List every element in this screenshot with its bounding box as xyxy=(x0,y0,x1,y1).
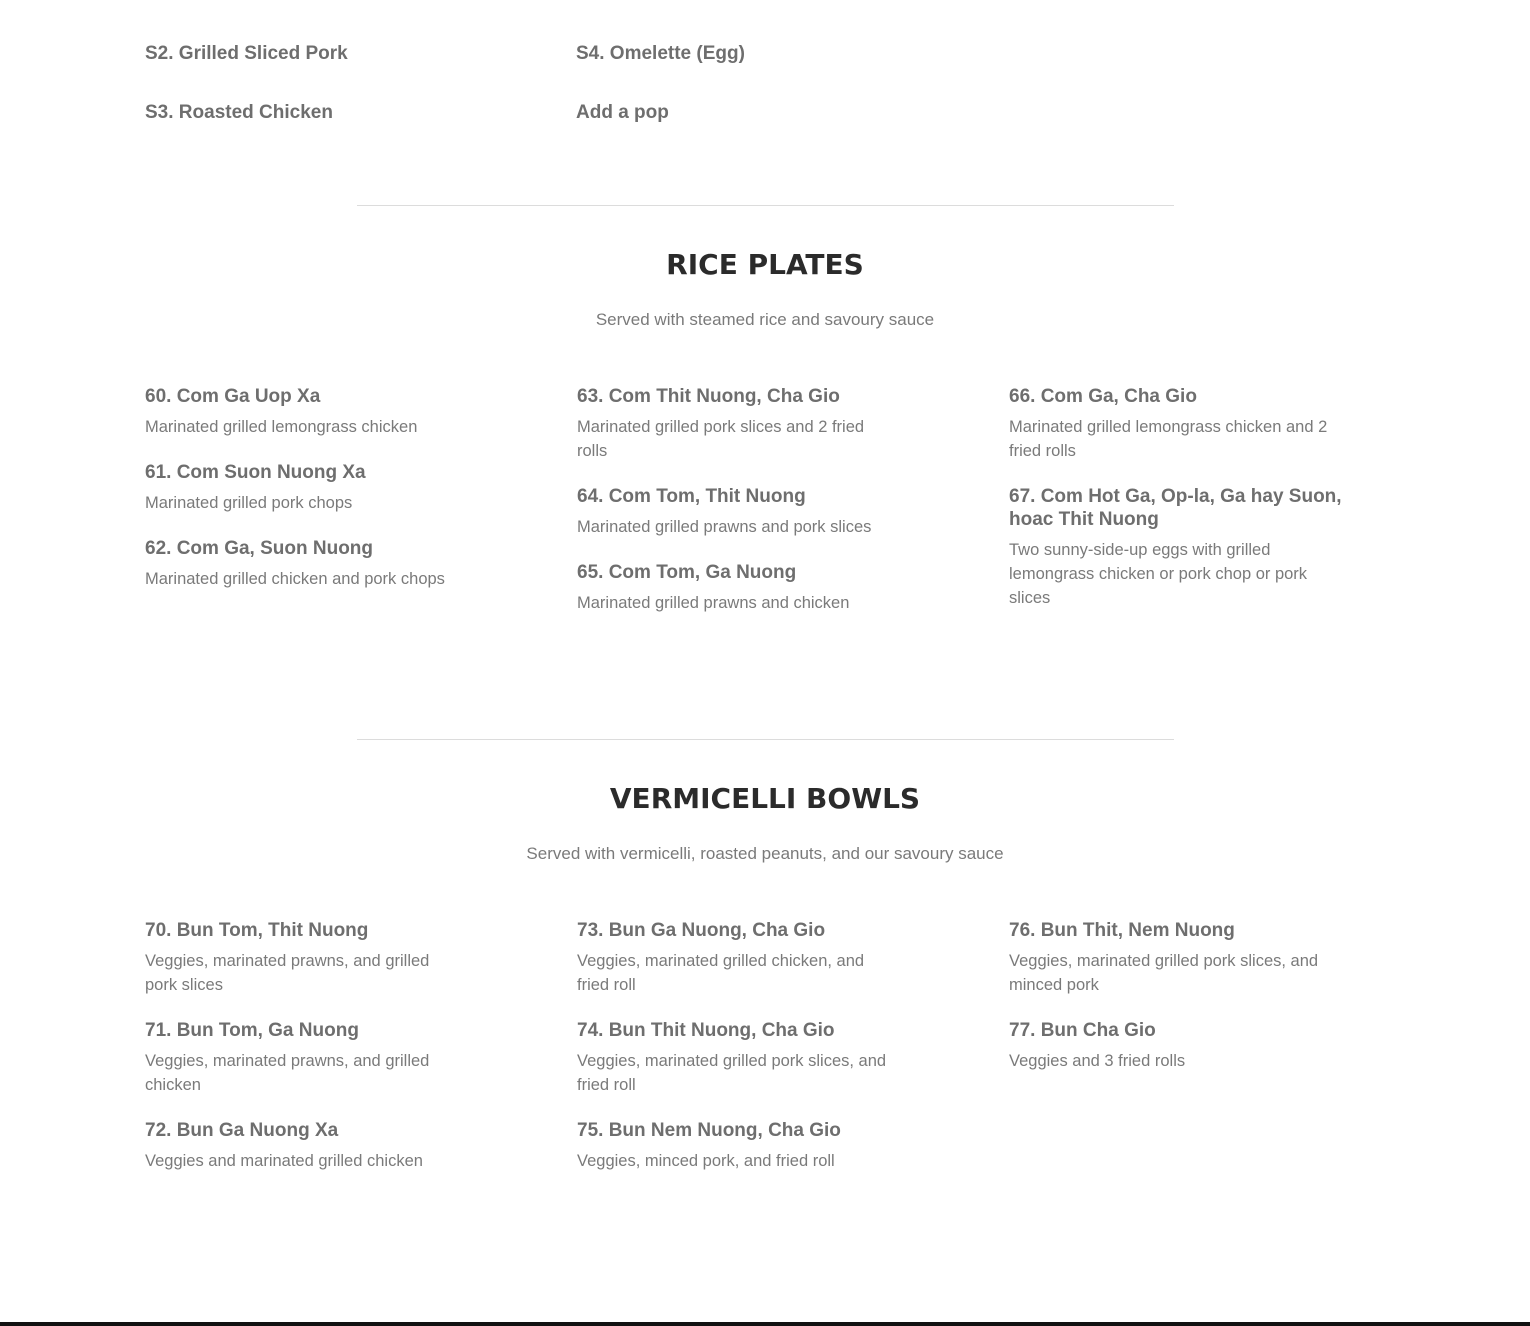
section-title-vermicelli-bowls: VERMICELLI BOWLS xyxy=(609,782,921,815)
menu-item-description: Marinated grilled prawns and pork slices xyxy=(577,518,872,536)
menu-item-name: 73. Bun Ga Nuong, Cha Gio xyxy=(577,920,826,941)
menu-item-description: Veggies, marinated prawns, and grilled chicken xyxy=(145,1052,430,1094)
menu-column xyxy=(145,385,577,637)
section-divider xyxy=(357,739,1174,740)
menu-item-description: Veggies, marinated grilled pork slices, and minced pork xyxy=(1009,952,1319,994)
menu-column xyxy=(1009,385,1389,637)
menu-item-name: 71. Bun Tom, Ga Nuong xyxy=(145,1020,359,1041)
menu-item-description: Veggies, marinated prawns, and grilled pork slices xyxy=(145,952,430,994)
menu-item-description: Veggies and marinated grilled chicken xyxy=(145,1152,423,1170)
menu-item xyxy=(577,919,917,997)
menu-item xyxy=(577,1019,917,1097)
section-subtitle-vermicelli-bowls: Served with vermicelli, roasted peanuts, and our savoury sauce xyxy=(526,844,1004,863)
menu-item-name: 67. Com Hot Ga, Op-la, Ga hay Suon, hoac Thit Nuong xyxy=(1009,486,1342,530)
footer-border xyxy=(0,1322,1530,1326)
menu-item xyxy=(577,561,917,615)
menu-item-name: 77. Bun Cha Gio xyxy=(1009,1020,1156,1041)
menu-item-name: 62. Com Ga, Suon Nuong xyxy=(145,538,374,559)
menu-item-name: 72. Bun Ga Nuong Xa xyxy=(145,1120,339,1141)
menu-item-name: S4. Omelette (Egg) xyxy=(576,43,745,64)
menu-item xyxy=(145,919,485,997)
menu-item xyxy=(577,385,917,463)
menu-item-name: 60. Com Ga Uop Xa xyxy=(145,386,321,407)
menu-item xyxy=(1009,919,1354,997)
menu-item-description: Marinated grilled prawns and chicken xyxy=(577,594,850,612)
section-divider xyxy=(357,205,1174,206)
vermicelli-bowls-menu-grid xyxy=(145,919,1395,1195)
menu-item xyxy=(1009,385,1354,463)
menu-item-description: Veggies, marinated grilled pork slices, and fried roll xyxy=(577,1052,887,1094)
menu-item-name: Add a pop xyxy=(576,102,669,123)
menu-column xyxy=(1009,919,1389,1195)
menu-item-description: Veggies, marinated grilled chicken, and fried roll xyxy=(577,952,865,994)
menu-item-name: 65. Com Tom, Ga Nuong xyxy=(577,562,797,583)
menu-item-name: 70. Bun Tom, Thit Nuong xyxy=(145,920,369,941)
menu-item-description: Marinated grilled lemongrass chicken and 2 fried rolls xyxy=(1009,418,1328,460)
menu-item xyxy=(577,485,917,539)
menu-item-description: Veggies, minced pork, and fried roll xyxy=(577,1152,835,1170)
menu-item xyxy=(145,1019,485,1097)
menu-item-description: Marinated grilled pork slices and 2 fried rolls xyxy=(577,418,865,460)
menu-item-name: 61. Com Suon Nuong Xa xyxy=(145,462,366,483)
menu-column xyxy=(145,919,577,1195)
menu-item-name: 76. Bun Thit, Nem Nuong xyxy=(1009,920,1235,941)
menu-column xyxy=(577,919,1009,1195)
menu-item xyxy=(145,1119,485,1173)
menu-item-name: 74. Bun Thit Nuong, Cha Gio xyxy=(577,1020,835,1041)
section-subtitle-rice-plates: Served with steamed rice and savoury sauce xyxy=(595,310,935,329)
menu-column xyxy=(577,385,1009,637)
menu-item xyxy=(145,537,485,591)
menu-item-name: 64. Com Tom, Thit Nuong xyxy=(577,486,806,507)
rice-plates-menu-grid xyxy=(145,385,1395,637)
menu-item-description: Marinated grilled chicken and pork chops xyxy=(145,570,445,588)
menu-item-name: S3. Roasted Chicken xyxy=(145,102,333,123)
menu-item-name: 63. Com Thit Nuong, Cha Gio xyxy=(577,386,840,407)
menu-item xyxy=(145,385,485,439)
menu-item-description: Veggies and 3 fried rolls xyxy=(1009,1052,1186,1070)
menu-item xyxy=(577,1119,917,1173)
menu-item xyxy=(1009,1019,1354,1073)
menu-item-name: S2. Grilled Sliced Pork xyxy=(145,43,348,64)
menu-item xyxy=(1009,485,1354,610)
menu-item-name: 75. Bun Nem Nuong, Cha Gio xyxy=(577,1120,841,1141)
menu-item-description: Two sunny-side-up eggs with grilled lemongrass chicken or pork chop or pork slices xyxy=(1009,541,1308,607)
menu-item xyxy=(145,461,485,515)
menu-item-name: 66. Com Ga, Cha Gio xyxy=(1009,386,1197,407)
section-title-rice-plates: RICE PLATES xyxy=(666,248,864,281)
menu-item-description: Marinated grilled pork chops xyxy=(145,494,353,512)
menu-item-description: Marinated grilled lemongrass chicken xyxy=(145,418,418,436)
